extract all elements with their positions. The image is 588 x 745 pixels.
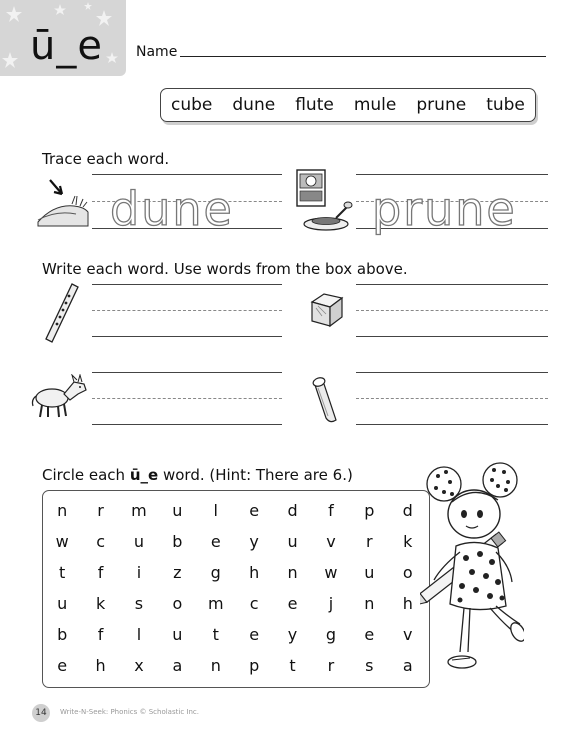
grid-cell[interactable]: i bbox=[136, 563, 142, 582]
grid-cell[interactable]: a bbox=[402, 656, 413, 675]
title-corner-panel bbox=[0, 0, 126, 76]
name-label: Name bbox=[136, 44, 178, 60]
grid-row bbox=[43, 650, 427, 681]
grid-cell[interactable]: x bbox=[134, 656, 144, 675]
grid-cell[interactable]: e bbox=[249, 625, 260, 644]
grid-cell[interactable]: z bbox=[173, 563, 182, 582]
write-mid-line[interactable] bbox=[356, 398, 548, 399]
word-search-grid bbox=[42, 490, 430, 688]
grid-row bbox=[43, 526, 427, 557]
grid-cell[interactable]: g bbox=[325, 625, 336, 644]
grid-cell[interactable]: s bbox=[134, 594, 144, 613]
grid-cell[interactable]: w bbox=[324, 563, 338, 582]
grid-cell[interactable]: e bbox=[249, 501, 260, 520]
write-mid-line[interactable] bbox=[92, 398, 282, 399]
grid-cell[interactable]: c bbox=[249, 594, 259, 613]
write-top-line[interactable] bbox=[92, 284, 282, 285]
grid-cell[interactable]: v bbox=[403, 625, 413, 644]
grid-cell[interactable]: y bbox=[249, 532, 259, 551]
word-bank-box bbox=[160, 88, 536, 122]
grid-cell[interactable]: h bbox=[95, 656, 106, 675]
trace-instruction: Trace each word. bbox=[42, 150, 170, 168]
word-bank-item: mule bbox=[353, 95, 397, 115]
word-bank-item: dune bbox=[232, 95, 276, 115]
grid-cell[interactable]: y bbox=[287, 625, 298, 644]
grid-row bbox=[43, 557, 427, 588]
grid-row bbox=[43, 619, 427, 650]
tube-icon bbox=[308, 372, 342, 426]
grid-cell[interactable]: p bbox=[364, 501, 375, 520]
grid-row bbox=[43, 495, 427, 526]
grid-cell[interactable]: u bbox=[364, 563, 375, 582]
word-bank-item: cube bbox=[171, 95, 213, 115]
grid-cell[interactable]: e bbox=[57, 656, 68, 675]
word-bank-item: flute bbox=[295, 95, 334, 115]
copyright-credit: Write-N-Seek: Phonics © Scholastic Inc. bbox=[60, 708, 199, 716]
write-base-line[interactable] bbox=[92, 424, 282, 425]
grid-cell[interactable]: u bbox=[287, 532, 298, 551]
trace-word-dune: dune bbox=[110, 182, 234, 236]
grid-cell[interactable]: a bbox=[172, 656, 183, 675]
grid-cell[interactable]: w bbox=[55, 532, 69, 551]
grid-cell[interactable]: t bbox=[59, 563, 66, 582]
grid-cell[interactable]: o bbox=[172, 594, 183, 613]
grid-cell[interactable]: b bbox=[172, 532, 183, 551]
write-mid-line[interactable] bbox=[356, 310, 548, 311]
trace-word-prune: prune bbox=[372, 182, 517, 236]
write-top-line[interactable] bbox=[356, 284, 548, 285]
grid-cell[interactable]: n bbox=[57, 501, 68, 520]
grid-cell[interactable]: b bbox=[57, 625, 68, 644]
grid-cell[interactable]: n bbox=[210, 656, 221, 675]
grid-cell[interactable]: r bbox=[97, 501, 104, 520]
grid-cell[interactable]: s bbox=[365, 656, 374, 675]
word-bank-item: prune bbox=[416, 95, 467, 115]
search-instruction-suffix: word. (Hint: There are 6.) bbox=[158, 466, 353, 484]
grid-cell[interactable]: h bbox=[402, 594, 413, 613]
grid-cell[interactable]: j bbox=[328, 594, 334, 613]
trace-top-line bbox=[356, 174, 548, 175]
grid-cell[interactable]: n bbox=[364, 594, 375, 613]
write-base-line[interactable] bbox=[356, 336, 548, 337]
flute-icon bbox=[42, 282, 82, 344]
grid-cell[interactable]: r bbox=[327, 656, 335, 675]
grid-cell[interactable]: e bbox=[364, 625, 375, 644]
trace-top-line bbox=[92, 174, 282, 175]
grid-cell[interactable]: k bbox=[95, 594, 106, 613]
grid-cell[interactable]: u bbox=[57, 594, 68, 613]
write-base-line[interactable] bbox=[92, 336, 282, 337]
grid-cell[interactable]: d bbox=[402, 501, 413, 520]
grid-cell[interactable]: o bbox=[402, 563, 413, 582]
search-instruction-bold: ū_e bbox=[129, 466, 159, 484]
grid-cell[interactable]: u bbox=[172, 625, 183, 644]
write-mid-line[interactable] bbox=[92, 310, 282, 311]
word-bank-item: tube bbox=[486, 95, 525, 115]
grid-cell[interactable]: f bbox=[328, 501, 334, 520]
grid-cell[interactable]: t bbox=[212, 625, 219, 644]
grid-cell[interactable]: g bbox=[210, 563, 221, 582]
grid-cell[interactable]: h bbox=[249, 563, 260, 582]
grid-row bbox=[43, 588, 427, 619]
grid-cell[interactable]: l bbox=[136, 625, 142, 644]
search-instruction-prefix: Circle each bbox=[42, 466, 130, 484]
grid-cell[interactable]: n bbox=[287, 563, 298, 582]
grid-cell[interactable]: u bbox=[133, 532, 145, 551]
page-number-badge: 14 bbox=[32, 704, 50, 722]
dune-icon bbox=[36, 176, 90, 230]
cube-icon bbox=[306, 290, 346, 330]
phonics-title: ū_e bbox=[30, 23, 103, 69]
prune-cereal-icon bbox=[294, 166, 354, 236]
girl-with-pencil-icon bbox=[420, 440, 524, 684]
write-top-line[interactable] bbox=[92, 372, 282, 373]
grid-cell[interactable]: d bbox=[287, 501, 298, 520]
write-top-line[interactable] bbox=[356, 372, 548, 373]
grid-cell[interactable]: e bbox=[210, 532, 221, 551]
grid-cell[interactable]: f bbox=[97, 563, 104, 582]
grid-cell[interactable]: f bbox=[97, 625, 104, 644]
write-base-line[interactable] bbox=[356, 424, 548, 425]
grid-cell[interactable]: u bbox=[172, 501, 183, 520]
grid-cell[interactable]: r bbox=[366, 532, 373, 551]
search-instruction bbox=[42, 466, 353, 484]
grid-cell[interactable]: m bbox=[131, 501, 147, 520]
grid-cell[interactable]: l bbox=[213, 501, 218, 520]
grid-cell[interactable]: t bbox=[289, 656, 296, 675]
grid-cell[interactable]: c bbox=[96, 532, 105, 551]
mule-icon bbox=[30, 374, 92, 420]
grid-cell[interactable]: e bbox=[287, 594, 298, 613]
grid-cell[interactable]: v bbox=[326, 532, 336, 551]
grid-cell[interactable]: m bbox=[207, 594, 224, 613]
grid-cell[interactable]: k bbox=[403, 532, 413, 551]
name-write-line bbox=[180, 56, 546, 57]
grid-cell[interactable]: p bbox=[249, 656, 260, 675]
write-instruction: Write each word. Use words from the box above. bbox=[42, 260, 408, 278]
